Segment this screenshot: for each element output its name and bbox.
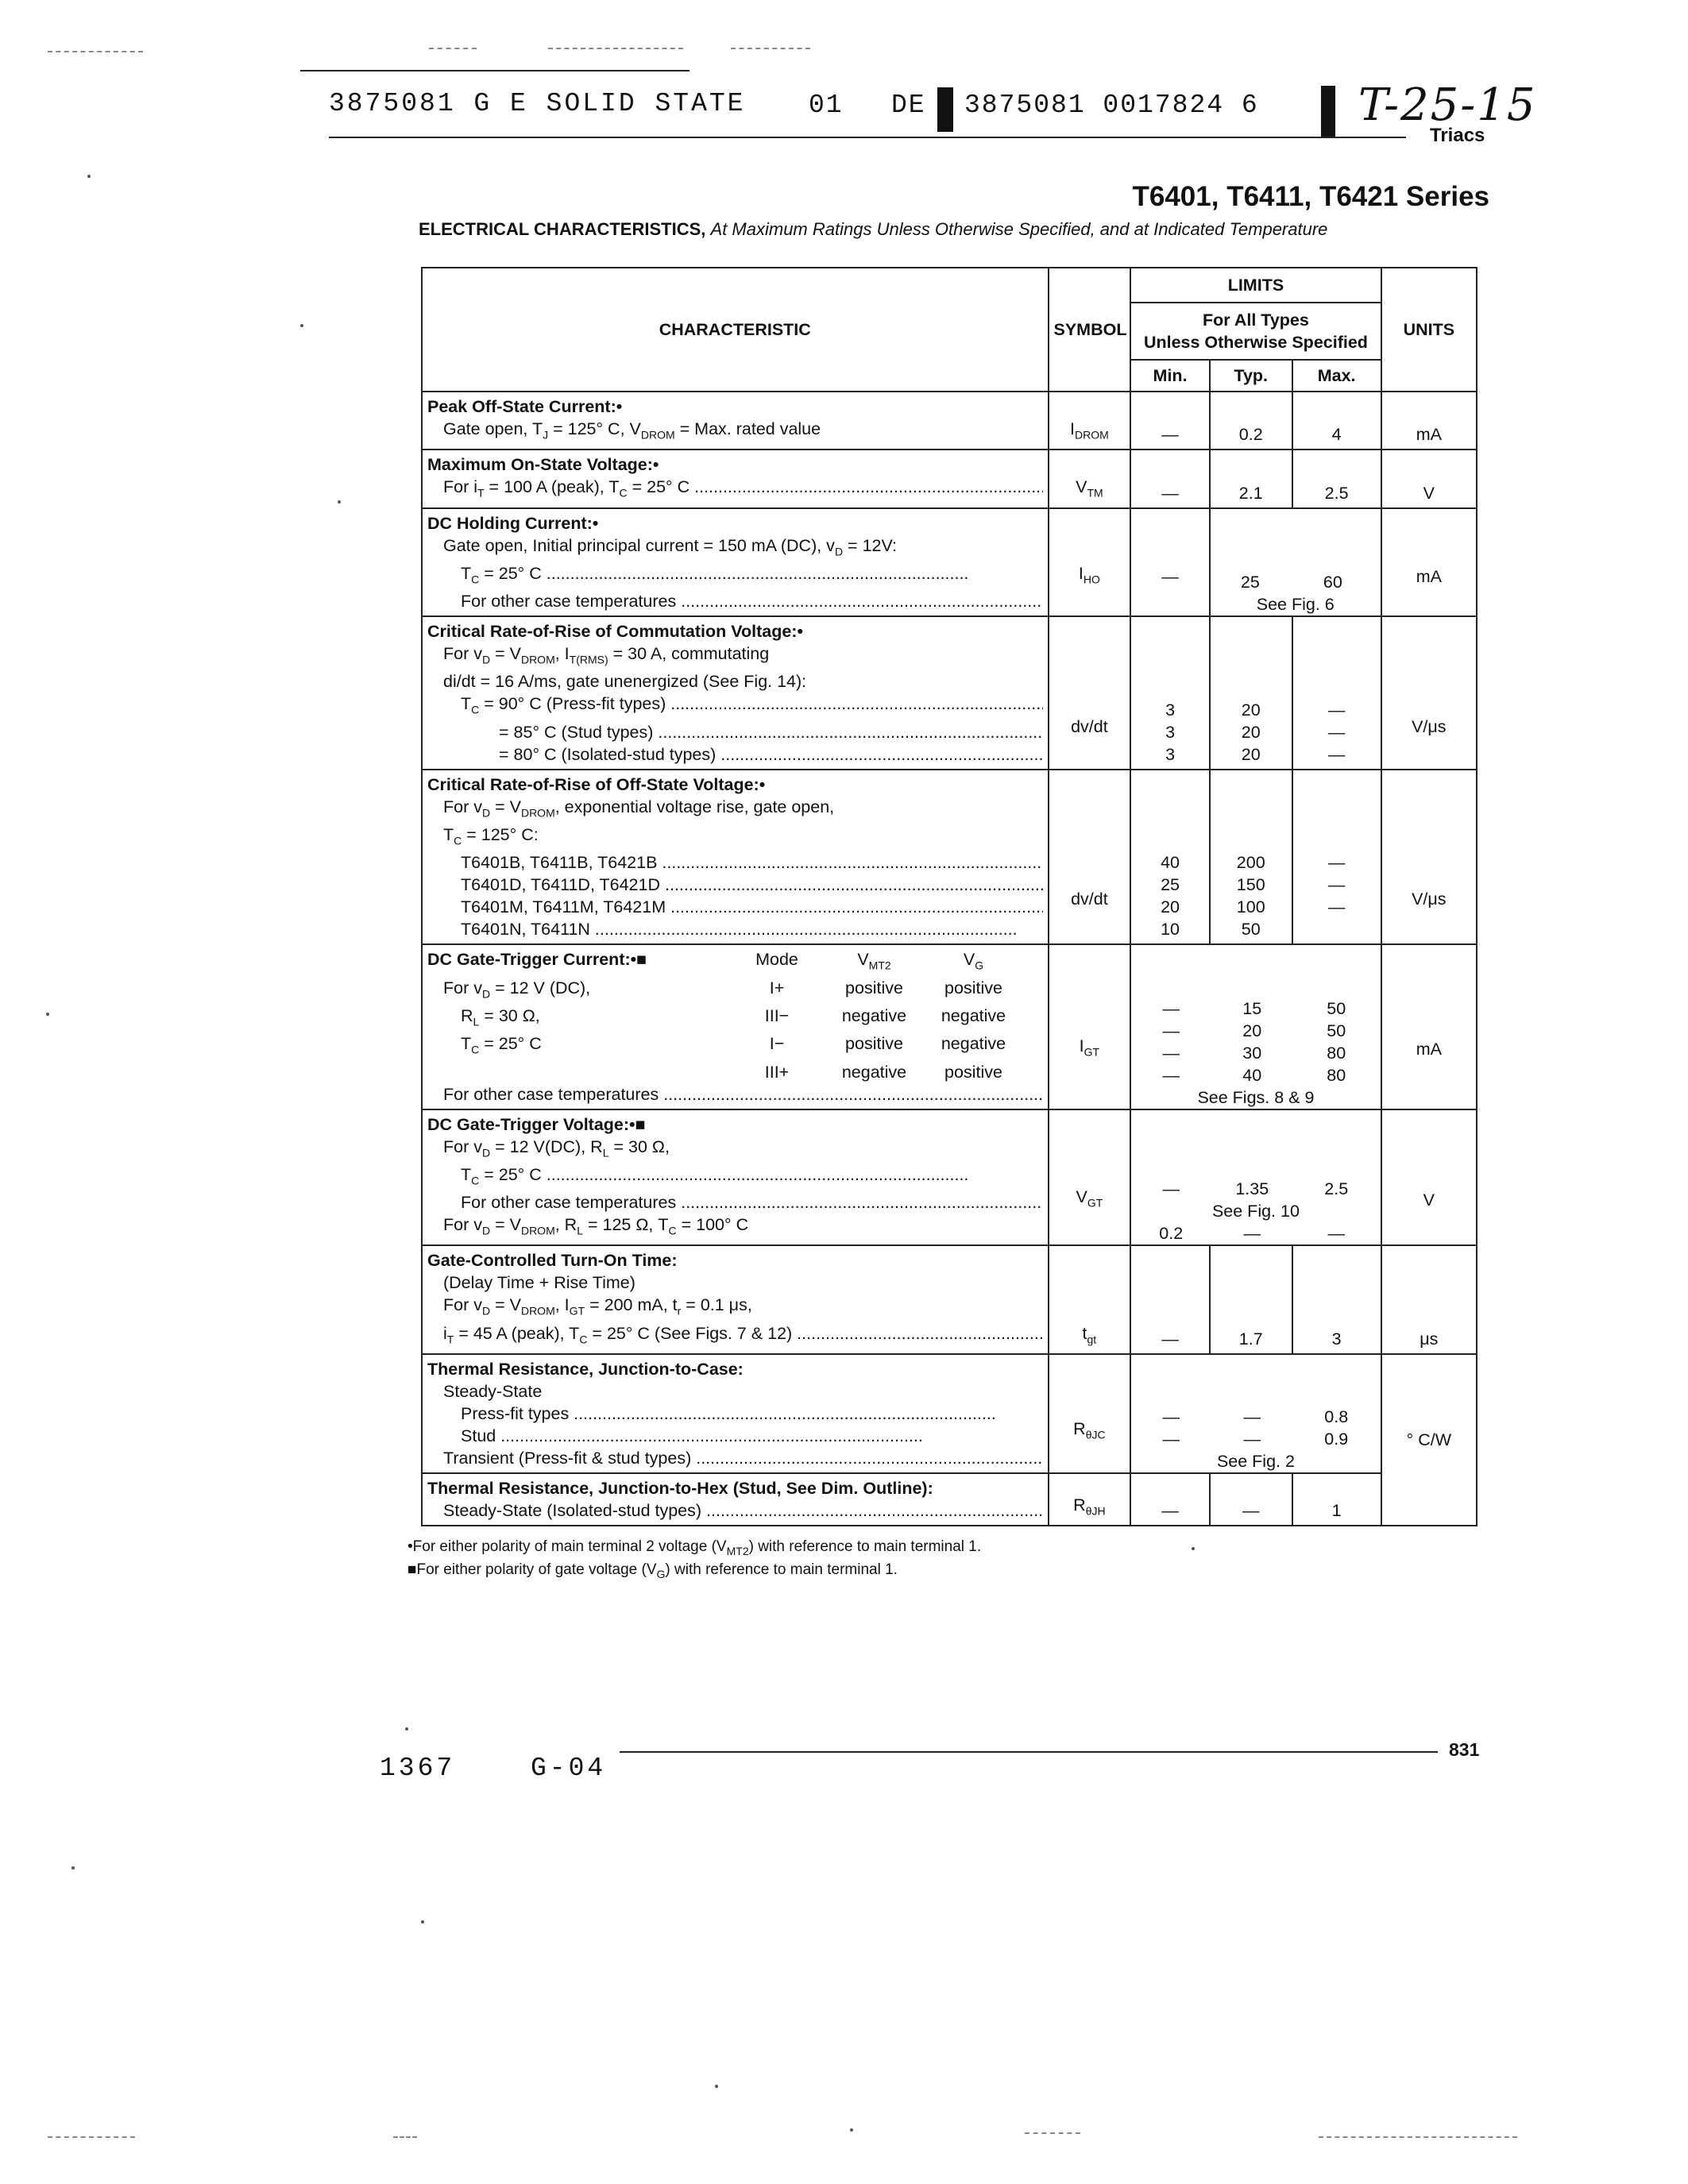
symbol-cell: $I_{GT}$ <box>1049 944 1131 1109</box>
characteristic-cell <box>422 1245 1049 1354</box>
scan-speck <box>850 2128 853 2132</box>
condition-line: = 80° C (Isolated-stud types) ..... <box>427 743 1043 766</box>
scan-artifact <box>731 48 810 49</box>
limits-cell <box>1130 944 1381 1109</box>
header-min: Min. <box>1130 360 1210 392</box>
symbol-cell: $t_{gt}$ <box>1049 1245 1131 1354</box>
caption-bold: ELECTRICAL CHARACTERISTICS, <box>419 219 706 239</box>
scan-artifact <box>393 2136 417 2138</box>
header-top-rule <box>300 70 689 71</box>
scan-speck <box>715 2085 718 2088</box>
condition-line: $R_L = 30$ Ω, <box>461 1005 540 1028</box>
caption-italic: At Maximum Ratings Unless Otherwise Specified, and at Indicated Temperature <box>710 219 1328 239</box>
table-row <box>422 1473 1477 1526</box>
header-code: 01 <box>809 91 844 120</box>
table-row <box>422 616 1477 770</box>
header-for-all-types <box>1130 303 1381 360</box>
max-cell: 1 <box>1292 1473 1381 1526</box>
table-row <box>422 392 1477 450</box>
condition-line: Stud ..... <box>427 1425 1043 1447</box>
table-row <box>422 944 1477 1109</box>
scan-artifact <box>1025 2132 1080 2134</box>
condition-line: $T_C = 90^\circ$ C (Press-fit types) ..... <box>427 693 1043 720</box>
row-title: Maximum On-State Voltage:• <box>427 455 659 475</box>
typ-cell: 2.1 <box>1210 450 1292 507</box>
symbol-cell: $V_{GT}$ <box>1049 1109 1131 1246</box>
scan-artifact <box>548 48 683 49</box>
page-title: T6401, T6411, T6421 Series <box>1132 181 1489 212</box>
units-cell: mA <box>1381 508 1477 617</box>
condition-line: For other case temperatures ..... <box>427 1191 1043 1214</box>
units-cell: V <box>1381 450 1477 507</box>
symbol-cell: $R_{\theta JC}$ <box>1049 1354 1131 1473</box>
units-cell: V <box>1381 1109 1477 1246</box>
condition-line: For other case temperatures ..... <box>427 590 1043 612</box>
header-black-bar <box>1321 86 1335 137</box>
symbol-cell: $R_{\theta JH}$ <box>1049 1473 1131 1526</box>
scan-artifact <box>1319 2136 1517 2138</box>
characteristic-cell <box>422 770 1049 945</box>
units-cell: mA <box>1381 944 1477 1109</box>
max-cell: 2.5 <box>1292 450 1381 507</box>
characteristic-cell <box>422 508 1049 617</box>
row-title: Gate-Controlled Turn-On Time: <box>427 1251 678 1271</box>
condition-line: For other case temperatures ..... <box>427 1083 1043 1106</box>
row-title: DC Gate-Trigger Current:•■ <box>427 950 647 970</box>
max-cell: — — — <box>1292 770 1381 945</box>
header-black-bar <box>937 87 953 132</box>
scan-speck <box>46 1013 49 1016</box>
min-values: — — — — <box>1162 998 1180 1085</box>
symbol-cell: $I_{HO}$ <box>1049 508 1131 617</box>
table-row <box>422 450 1477 507</box>
row-title: Critical Rate-of-Rise of Off-State Voltage:• <box>427 774 766 794</box>
condition-line: (Delay Time + Rise Time) <box>443 1273 635 1293</box>
footnote: ■For either polarity of gate voltage $(V_G)$ with reference to main terminal 1. <box>408 1561 898 1580</box>
max-cell: 3 <box>1292 1245 1381 1354</box>
condition-line: Gate open, Initial principal current = 150 mA (DC), $v_D = 12V$: <box>443 535 897 558</box>
scan-page-code: 1367 <box>380 1754 456 1783</box>
symbol-cell: dv/dt <box>1049 770 1131 945</box>
condition-line: Gate open, $T_J = 125^\circ$ C, $V_{DROM}$ = Max. rated value <box>443 419 821 442</box>
condition-line: For $v_D = V_{DROM}$, $R_L = 125$ Ω, $T_C = 100^\circ$ C <box>443 1215 749 1237</box>
list-item: T6401B, T6411B, T6421B ..... <box>427 851 1043 874</box>
characteristic-cell <box>422 1109 1049 1246</box>
header-rule <box>329 137 1406 138</box>
header-for-all-types-line1: For All Types <box>1203 311 1309 330</box>
table-row <box>422 1109 1477 1246</box>
see-note: See Fig. 2 <box>1216 1452 1295 1472</box>
condition-line: Press-fit types ..... <box>427 1403 1043 1425</box>
typ-value: 25 <box>1240 573 1260 592</box>
scan-speck <box>1192 1547 1195 1550</box>
section-label: Triacs <box>1430 125 1485 146</box>
mode-grid: DC Gate-Trigger Current:•■ Mode $V_{MT2}$ $V_G$ For $v_D = 12$ V (DC), I+ positive positive $R_L = 30$ Ω, III− negative negative $T_C = 25^\circ$ C I− positive negative III+ negative positive <box>427 948 1043 1082</box>
list-item: T6401M, T6411M, T6421M ..... <box>427 896 1043 918</box>
units-cell: V/μs <box>1381 616 1477 770</box>
condition-line: For $v_D = V_{DROM}$, $I_{T(RMS)} = 30$ A, commutating <box>443 644 770 666</box>
condition-line: For $v_D = 12$ V (DC), <box>443 978 591 1000</box>
typ-max-cell <box>1210 508 1381 617</box>
characteristic-cell <box>422 1354 1049 1473</box>
scan-artifact <box>48 51 143 52</box>
min-cell: — <box>1130 508 1210 617</box>
typ-values: 15 20 30 40 <box>1242 998 1262 1085</box>
characteristic-cell <box>422 1473 1049 1526</box>
scan-artifact <box>48 2136 135 2138</box>
header-typ: Typ. <box>1210 360 1292 392</box>
max-values: 50 50 80 80 <box>1327 998 1346 1085</box>
condition-line: $T_C = 25^\circ$ C ..... <box>427 562 1043 590</box>
min-cell: 40 25 20 10 <box>1130 770 1210 945</box>
typ-cell: 1.7 <box>1210 1245 1292 1354</box>
min-cell: — <box>1130 450 1210 507</box>
condition-line: For $v_D = V_{DROM}$, $I_{GT} = 200$ mA, $t_r = 0.1$ μs, <box>443 1295 752 1318</box>
vmt2-label: $V_{MT2}$ <box>857 950 891 972</box>
table-caption <box>419 219 1327 240</box>
header-for-all-types-line2: Unless Otherwise Specified <box>1143 333 1368 352</box>
header-company-code: 3875081 G E SOLID STATE <box>329 89 746 118</box>
condition-line: For $v_D = 12$ V(DC), $R_L = 30$ Ω, <box>443 1136 670 1159</box>
symbol-cell: dv/dt <box>1049 616 1131 770</box>
characteristic-cell <box>422 450 1049 507</box>
header-max: Max. <box>1292 360 1381 392</box>
characteristic-cell <box>422 616 1049 770</box>
limits-cell: — 1.35 2.5 See Fig. 10 0.2 — — <box>1130 1109 1381 1246</box>
condition-line: di/dt = 16 A/ms, gate unenergized (See Fig. 14): <box>443 672 807 692</box>
footnote: •For either polarity of main terminal 2 voltage $(V_{MT2})$ with reference to main terminal 1. <box>408 1538 982 1557</box>
scan-speck <box>300 324 303 327</box>
scan-page-code: G-04 <box>531 1754 607 1783</box>
footnotes <box>408 1538 981 1584</box>
min-cell: — <box>1130 392 1210 450</box>
units-cell: ° C/W <box>1381 1354 1477 1526</box>
row-title: DC Holding Current:• <box>427 513 599 533</box>
scan-artifact <box>429 48 477 49</box>
typ-cell: 20 20 20 <box>1210 616 1292 770</box>
scan-speck <box>338 500 341 504</box>
row-title: Thermal Resistance, Junction-to-Case: <box>427 1360 744 1379</box>
row-title: DC Gate-Trigger Voltage:•■ <box>427 1114 646 1134</box>
units-cell: mA <box>1381 392 1477 450</box>
typ-cell: 200 150 100 50 <box>1210 770 1292 945</box>
see-note: See Fig. 10 <box>1211 1202 1300 1221</box>
max-cell: 4 <box>1292 392 1381 450</box>
max-cell: — — — <box>1292 616 1381 770</box>
header-units: UNITS <box>1381 268 1477 392</box>
condition-line: $T_C = 125^\circ$ C: <box>443 825 539 847</box>
vg-label: $V_G$ <box>963 950 984 972</box>
row-title: Peak Off-State Current:• <box>427 397 623 416</box>
table-row <box>422 1245 1477 1354</box>
scan-speck <box>71 1866 75 1870</box>
condition-line: $T_C = 25^\circ$ C ..... <box>427 1163 1043 1191</box>
min-cell: 3 3 3 <box>1130 616 1210 770</box>
list-item: T6401N, T6411N ..... <box>427 918 1043 940</box>
header-characteristic: CHARACTERISTIC <box>422 268 1049 392</box>
table-row <box>422 508 1477 617</box>
typ-cell: — <box>1210 1473 1292 1526</box>
footer-rule <box>620 1751 1438 1753</box>
condition-line: = 85° C (Stud types) ..... <box>427 721 1043 743</box>
row-title: Critical Rate-of-Rise of Commutation Voltage:• <box>427 622 803 642</box>
scan-speck <box>87 175 91 178</box>
condition-line: Steady-State <box>443 1382 543 1402</box>
row-title: Thermal Resistance, Junction-to-Hex (Stud, See Dim. Outline): <box>427 1479 933 1499</box>
units-cell: V/μs <box>1381 770 1477 945</box>
header-symbol: SYMBOL <box>1049 268 1131 392</box>
see-note: See Fig. 6 <box>1256 595 1335 615</box>
handwritten-code: T-25-15 <box>1358 79 1537 131</box>
min-cell: — <box>1130 1473 1210 1526</box>
units-cell: μs <box>1381 1245 1477 1354</box>
condition-line: Steady-State (Isolated-stud types) ..... <box>427 1499 1043 1522</box>
header-limits: LIMITS <box>1130 268 1381 303</box>
see-note: See Figs. 8 & 9 <box>1197 1087 1315 1107</box>
max-value: 60 <box>1323 573 1342 592</box>
condition-line: $T_C = 25^\circ$ C <box>461 1034 542 1056</box>
table-row <box>422 1354 1477 1473</box>
electrical-characteristics-table <box>421 267 1477 1526</box>
table-row <box>422 770 1477 945</box>
scan-speck <box>405 1727 408 1731</box>
condition-line: For $i_T = 100$ A (peak), $T_C = 25^\circ$ C ..... <box>427 476 1043 504</box>
characteristic-cell <box>422 944 1049 1109</box>
symbol-cell: $I_{DROM}$ <box>1049 392 1131 450</box>
condition-line: $i_T = 45$ A (peak), $T_C = 25^\circ$ C (See Figs. 7 & 12) ..... <box>427 1322 1043 1350</box>
condition-line: Transient (Press-fit & stud types) ..... <box>427 1447 1043 1469</box>
typ-cell: 0.2 <box>1210 392 1292 450</box>
limits-cell: — — — — 0.8 0.9 See Fig. 2 <box>1130 1354 1381 1473</box>
symbol-cell: $V_{TM}$ <box>1049 450 1131 507</box>
header-part-number: 3875081 0017824 6 <box>964 91 1259 120</box>
min-cell: — <box>1130 1245 1210 1354</box>
scan-speck <box>421 1920 424 1924</box>
page-number: 831 <box>1449 1739 1480 1760</box>
mode-label: Mode <box>755 950 798 970</box>
condition-line: For $v_D = V_{DROM}$, exponential voltage rise, gate open, <box>443 797 835 820</box>
header-de: DE <box>891 91 926 120</box>
list-item: T6401D, T6411D, T6421D ..... <box>427 874 1043 896</box>
characteristic-cell <box>422 392 1049 450</box>
